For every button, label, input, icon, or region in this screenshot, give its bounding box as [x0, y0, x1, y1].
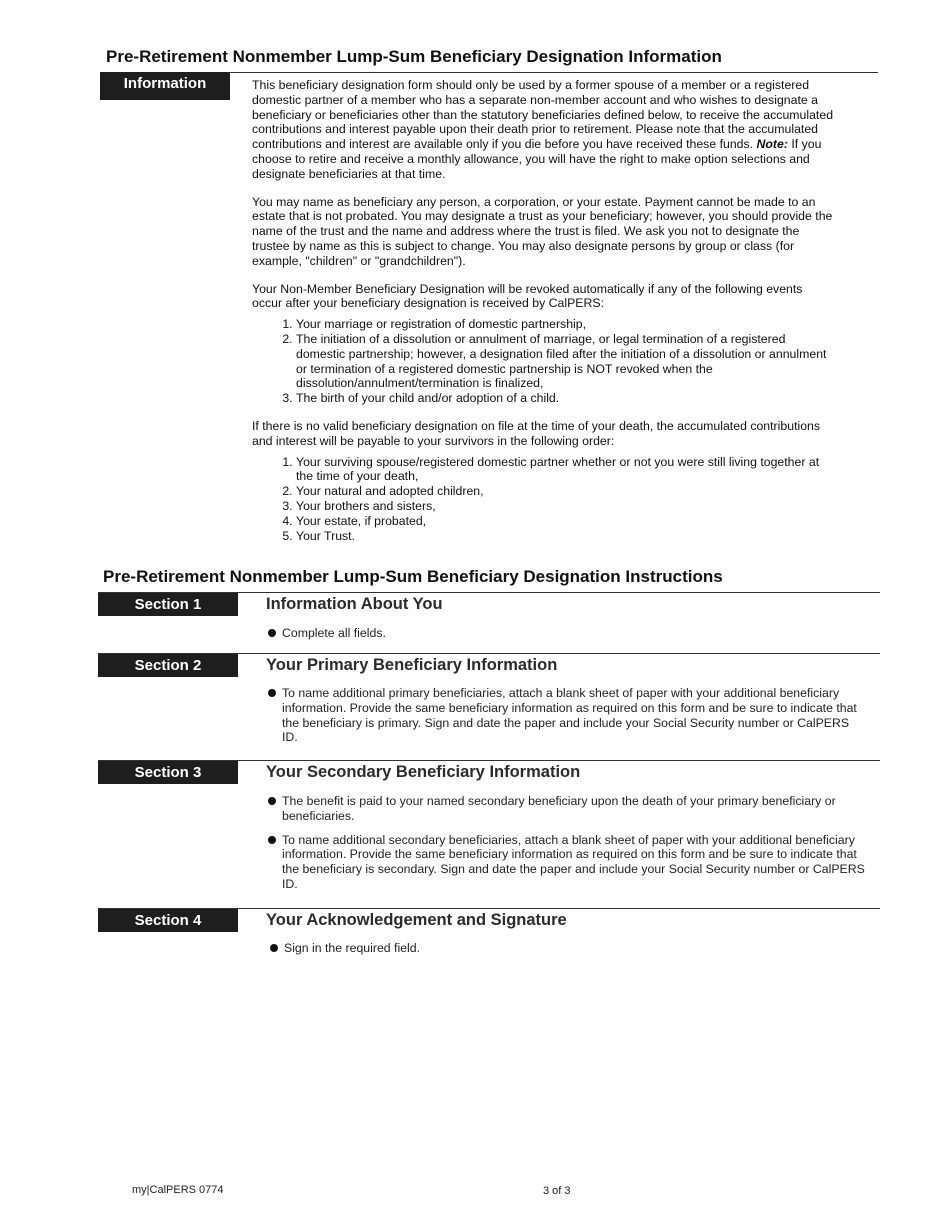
- information-heading: Pre-Retirement Nonmember Lump-Sum Beneficiary Designation Information: [106, 47, 722, 66]
- list-item: 5. Your Trust.: [296, 529, 834, 544]
- list-item: To name additional primary beneficiaries, attach a blank sheet of paper with your additional beneficiary information. Provide the same beneficiary information as required on this form and be sure to indicate that the beneficiary is primary. Sign and date the paper and include your Social Security number or CalPERS ID.: [266, 686, 866, 745]
- bullet-icon: [270, 944, 278, 952]
- section-3-title: Your Secondary Beneficiary Information: [266, 763, 581, 781]
- info-paragraph-1: This beneficiary designation form should only be used by a former spouse of a member or a registered domestic partner of a member who has a separate non-member account and who wishes to designate a beneficiary or beneficiaries other than the statutory beneficiaries defined below, to receive the accumulated contributions and interest payable upon their death prior to retirement. Please note that the accumulated contributions and interest are available only if you die before you have received these funds. Note: If you choose to retire and receive a monthly allowance, you will have the right to make option selections and designate beneficiaries at that time.: [252, 78, 834, 181]
- bullet-icon: [268, 629, 276, 637]
- section-1-title: Information About You: [266, 595, 443, 613]
- section-1-tab: Section 1: [98, 593, 238, 616]
- instructions-heading: Pre-Retirement Nonmember Lump-Sum Beneficiary Designation Instructions: [103, 567, 723, 586]
- page-number: 3 of 3: [543, 1185, 571, 1197]
- section-1-bullets: [266, 626, 866, 650]
- list-item: 2. Your natural and adopted children,: [296, 484, 834, 499]
- bullet-icon: [268, 836, 276, 844]
- list-item: 3. The birth of your child and/or adoption of a child.: [296, 391, 834, 406]
- bullet-icon: [268, 797, 276, 805]
- list-item: 1. Your surviving spouse/registered domestic partner whether or not you were still living together at the time of your death,: [296, 455, 834, 485]
- form-id: my|CalPERS 0774: [132, 1184, 224, 1196]
- information-body: [252, 78, 834, 556]
- list-item: To name additional secondary beneficiaries, attach a blank sheet of paper with your additional beneficiary information. Provide the same beneficiary information as required on this form and be sure to indicate that the beneficiary is secondary. Sign and date the paper and include your Social Security number or CalPERS ID.: [266, 833, 866, 892]
- list-item: The benefit is paid to your named secondary beneficiary upon the death of your primary beneficiary or beneficiaries.: [266, 794, 866, 824]
- note-label: Note:: [756, 137, 788, 152]
- list-item: 1. Your marriage or registration of domestic partnership,: [296, 317, 834, 332]
- survivor-order-list: [252, 455, 834, 544]
- info-paragraph-4: If there is no valid beneficiary designation on file at the time of your death, the accumulated contributions and interest will be payable to your survivors in the following order:: [252, 418, 821, 448]
- section-4-tab: Section 4: [98, 909, 238, 932]
- info-paragraph-2: You may name as beneficiary any person, a corporation, or your estate. Payment cannot be made to an estate that is not probated. You may designate a trust as your beneficiary; however, you should provide the name of the trust and the name and address where the trust is filed. We ask you not to designate the trustee by name as this is subject to change. You may also designate persons by group or class (for example, "children" or "grandchildren").: [252, 194, 833, 268]
- section-4-title: Your Acknowledgement and Signature: [266, 911, 567, 929]
- section-2-tab: Section 2: [98, 654, 238, 677]
- section-2-title: Your Primary Beneficiary Information: [266, 656, 558, 674]
- section-3-tab: Section 3: [98, 761, 238, 784]
- information-tab: Information: [100, 72, 230, 100]
- list-item: Sign in the required field.: [268, 941, 868, 956]
- section-2-bullets: [266, 686, 866, 754]
- list-item: 3. Your brothers and sisters,: [296, 499, 834, 514]
- list-item: Complete all fields.: [266, 626, 866, 641]
- revocation-list: [252, 317, 834, 406]
- section-3-bullets: [266, 794, 866, 901]
- bullet-icon: [268, 689, 276, 697]
- section-4-bullets: [268, 941, 868, 965]
- list-item: 2. The initiation of a dissolution or annulment of marriage, or legal termination of a registered domestic partnership; however, a designation filed after the initiation of a dissolution or annulment or termination of a registered domestic partnership is NOT revoked when the dissolution/annulment/termination is finalized,: [296, 332, 834, 391]
- info-paragraph-3: Your Non-Member Beneficiary Designation will be revoked automatically if any of the following events occur after your beneficiary designation is received by CalPERS:: [252, 281, 803, 311]
- list-item: 4. Your estate, if probated,: [296, 514, 834, 529]
